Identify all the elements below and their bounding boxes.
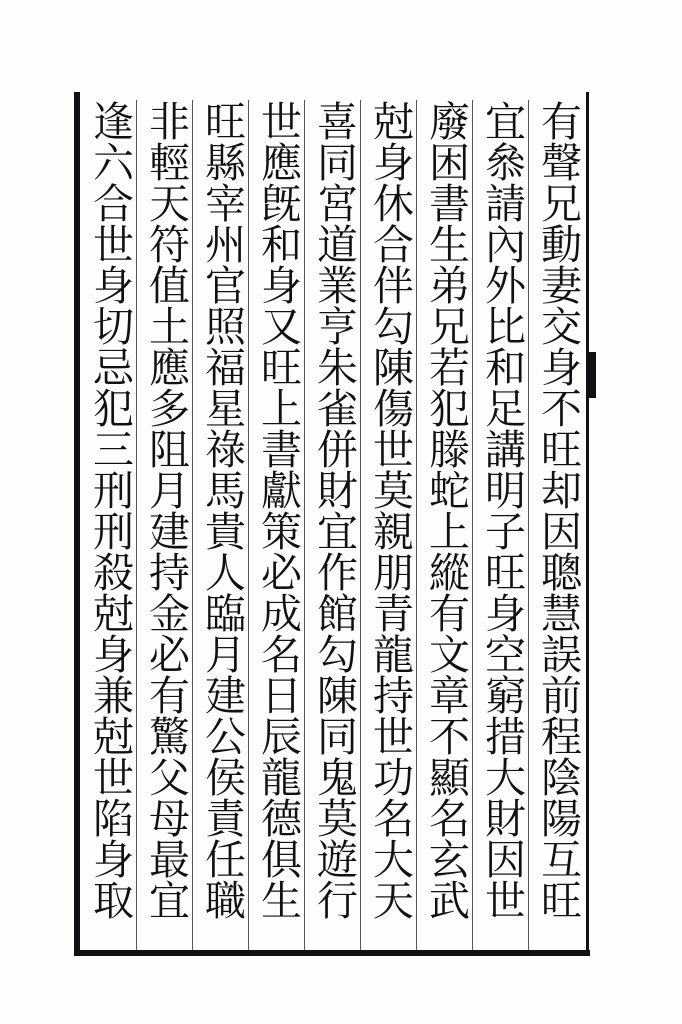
text-column-9: 逢六合世身切忌犯三刑刑殺尅身兼尅世陷身取	[86, 100, 134, 920]
frame-right-border	[586, 92, 589, 956]
text-column-4: 尅身休合伴勾陳傷世莫親朋青龍持世功名大天	[366, 100, 414, 920]
frame-bottom-border	[74, 950, 590, 956]
text-column-5: 喜同宮道業亨朱雀併財宜作館勾陳同鬼莫遊行	[310, 100, 358, 920]
text-column-1: 有聲兄動妻交身不旺却因聰慧誤前程陰陽互旺	[534, 100, 582, 920]
margin-block-mark	[589, 352, 596, 398]
frame-left-border	[74, 92, 80, 956]
text-column-6: 世應旣和身又旺上書獻策必成名日辰龍德俱生	[254, 100, 302, 920]
text-column-7: 旺縣宰州官照福星祿馬貴人臨月建公侯責任職	[198, 100, 246, 920]
text-column-2: 宜叅請內外比和足講明子旺身空窮措大財因世	[478, 100, 526, 920]
text-column-3: 廢困書生弟兄若犯滕蛇上縱有文章不顯名玄武	[422, 100, 470, 920]
text-column-8: 非輕天符值土應多阻月建持金必有驚父母最宜	[142, 100, 190, 920]
